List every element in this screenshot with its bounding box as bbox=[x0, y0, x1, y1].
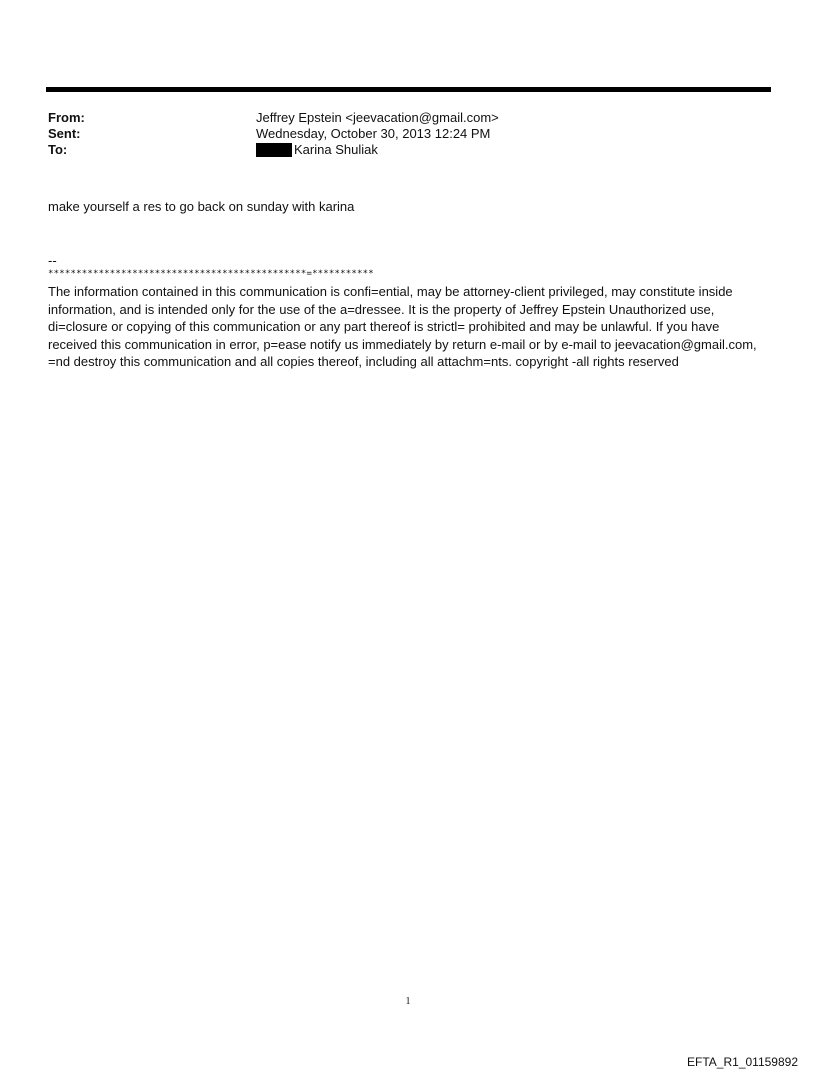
sent-label: Sent: bbox=[48, 126, 81, 141]
confidentiality-disclaimer: The information contained in this communication is confi=ential, may be attorney-client privileged, may constitute inside information, and is intended only for the use of the a=dressee. It is the property of Jeffrey Epstein Unauthorized use, di=closure or copying of this communication or any part thereof is strictl= prohibited and may be unlawful. If you have received this communication in error, p=ease notify us immediately by return e-mail or by e-mail to jeevacation@gmail.com, =nd destroy this communication and all copies thereof, including all attachm=nts. copyright -all rights reserved bbox=[48, 284, 757, 369]
sent-value: Wednesday, October 30, 2013 12:24 PM bbox=[256, 126, 491, 141]
to-label: To: bbox=[48, 142, 68, 157]
signature-dash: -- bbox=[48, 253, 57, 268]
from-label: From: bbox=[48, 110, 85, 125]
to-value-wrap bbox=[256, 142, 378, 158]
signature-stars: **********************************************=*********** bbox=[48, 269, 374, 279]
page-number: 1 bbox=[405, 996, 411, 1007]
to-value: Karina Shuliak bbox=[294, 142, 378, 157]
bates-number: EFTA_R1_01159892 bbox=[687, 1055, 798, 1069]
sent-row bbox=[48, 126, 768, 142]
from-value: Jeffrey Epstein <jeevacation@gmail.com> bbox=[256, 110, 499, 125]
email-header bbox=[48, 110, 768, 158]
header-rule bbox=[46, 87, 771, 92]
email-body: make yourself a res to go back on sunday with karina bbox=[48, 199, 355, 214]
from-row bbox=[48, 110, 768, 126]
to-row bbox=[48, 142, 768, 158]
signature-block bbox=[48, 253, 773, 371]
redaction-block bbox=[256, 143, 292, 157]
